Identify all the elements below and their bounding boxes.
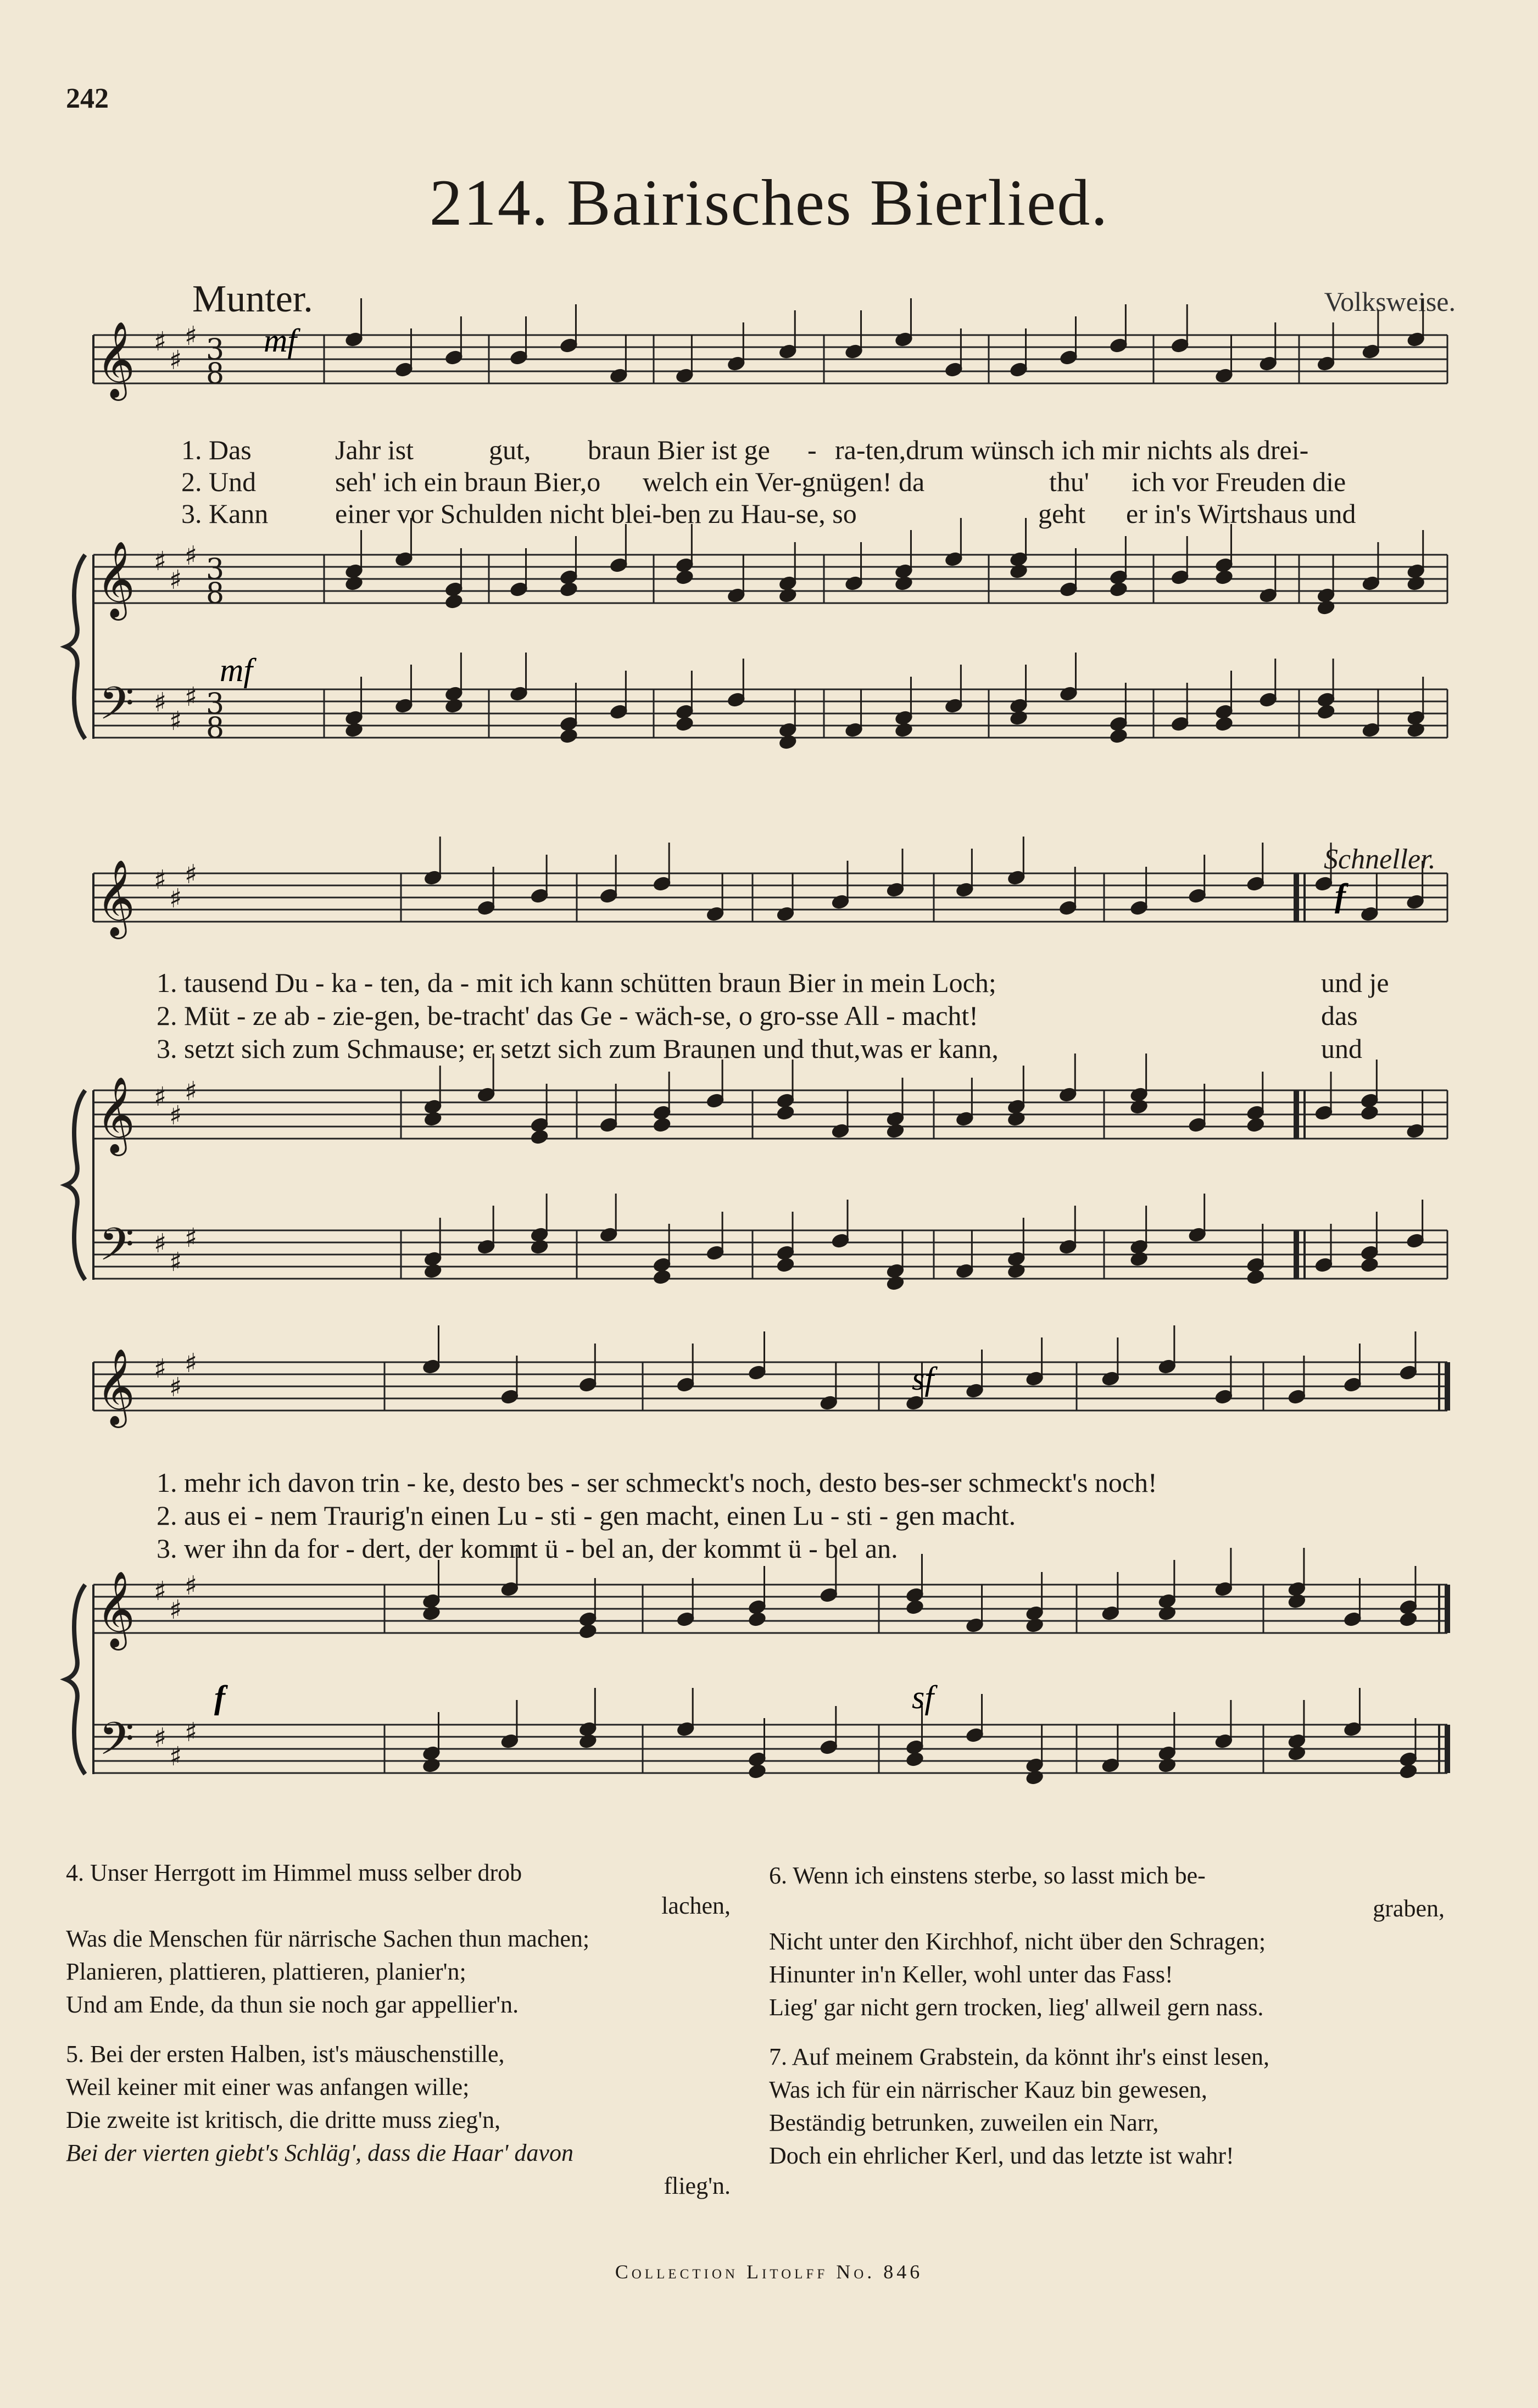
svg-text:♯: ♯ [185, 1076, 198, 1107]
svg-text:3: 3 [206, 333, 225, 366]
svg-text:♯: ♯ [169, 565, 182, 595]
svg-text:♯: ♯ [185, 1348, 198, 1379]
song-title: 214. Bairisches Bierlied. [429, 166, 1109, 239]
dynamic-sf-piano: sf [912, 1679, 934, 1715]
tempo-change-marking: Schneller. [1324, 844, 1436, 875]
verse-7: 7. Auf meinem Grabstein, da könnt ihr's einst lesen, Was ich für ein närrischer Kauz bin gewesen, Beständig betrunken, zuweilen ein Narr, Doch ein ehrlicher Kerl, und das letzte ist wahr! [769, 2043, 1269, 2169]
svg-text:♯: ♯ [185, 682, 198, 712]
svg-text:♯: ♯ [154, 326, 167, 357]
verse-6: 6. Wenn ich einstens sterbe, so lasst mich be- graben, Nicht unter den Kirchhof, nicht über den Schragen; Hinunter in'n Keller, wohl unter das Fass! Lieg' gar nicht gern trocken, lieg' allweil gern nass. [769, 1862, 1445, 2021]
svg-text:8: 8 [206, 577, 225, 610]
svg-text:♯: ♯ [154, 1082, 167, 1112]
svg-text:𝄞: 𝄞 [96, 1348, 135, 1425]
svg-text:♯: ♯ [154, 546, 167, 577]
svg-text:𝄞: 𝄞 [96, 860, 135, 936]
dynamic-mf-voice: mf [264, 322, 297, 359]
svg-text:𝄢: 𝄢 [99, 1712, 135, 1776]
svg-text:♯: ♯ [169, 1247, 182, 1278]
svg-text:♯: ♯ [154, 1228, 167, 1259]
svg-text:♯: ♯ [154, 1723, 167, 1753]
dynamic-f-voice: f [1335, 877, 1346, 913]
svg-text:8: 8 [206, 712, 225, 745]
dynamic-f-piano: f [214, 1679, 225, 1715]
verses-left-column [66, 1857, 731, 2219]
svg-text:𝄞: 𝄞 [96, 321, 135, 398]
svg-text:♯: ♯ [169, 1100, 182, 1131]
svg-text:3: 3 [206, 553, 225, 586]
svg-text:♯: ♯ [185, 1570, 198, 1601]
svg-text:♯: ♯ [169, 1372, 182, 1403]
svg-text:♯: ♯ [154, 687, 167, 718]
svg-text:♯: ♯ [169, 1595, 182, 1625]
publisher-footer: Collection Litolff No. 846 [615, 2261, 923, 2283]
dynamic-sf-voice: sf [912, 1361, 934, 1397]
composer-credit: Volksweise. [1324, 286, 1456, 317]
svg-text:♯: ♯ [154, 1576, 167, 1607]
dynamic-mf-piano: mf [220, 652, 253, 688]
svg-text:♯: ♯ [169, 706, 182, 737]
svg-text:♯: ♯ [169, 1741, 182, 1772]
svg-text:♯: ♯ [185, 1717, 198, 1748]
svg-text:♯: ♯ [154, 865, 167, 895]
svg-text:♯: ♯ [185, 859, 198, 890]
svg-text:𝄢: 𝄢 [99, 1218, 135, 1282]
svg-text:3: 3 [206, 688, 225, 721]
svg-text:𝄞: 𝄞 [96, 1571, 135, 1647]
verse-5: 5. Bei der ersten Halben, ist's mäuschenstille, Weil keiner mit einer was anfangen wille; Die zweite ist kritisch, die dritte muss zieg'n, Bei der vierten giebt's Schläg', dass die Haar' davon flieg'n. [66, 2041, 731, 2199]
svg-text:♯: ♯ [169, 883, 182, 914]
svg-text:𝄢: 𝄢 [99, 677, 135, 741]
svg-text:♯: ♯ [185, 321, 198, 352]
svg-text:𝄞: 𝄞 [96, 1077, 135, 1153]
verses-right-column [769, 1859, 1445, 2189]
svg-text:8: 8 [206, 358, 225, 391]
tempo-marking: Munter. [192, 278, 313, 320]
svg-text:♯: ♯ [154, 1353, 167, 1384]
svg-text:♯: ♯ [169, 345, 182, 376]
verse-4: 4. Unser Herrgott im Himmel muss selber drob lachen, Was die Menschen für närrische Sachen thun machen; Planieren, plattieren, plattieren, planier'n; Und am Ende, da thun sie noch gar appellier'n. [66, 1859, 731, 2018]
svg-text:♯: ♯ [185, 540, 198, 571]
page-number: 242 [66, 83, 109, 114]
svg-text:♯: ♯ [185, 1223, 198, 1253]
svg-text:𝄞: 𝄞 [96, 541, 135, 617]
